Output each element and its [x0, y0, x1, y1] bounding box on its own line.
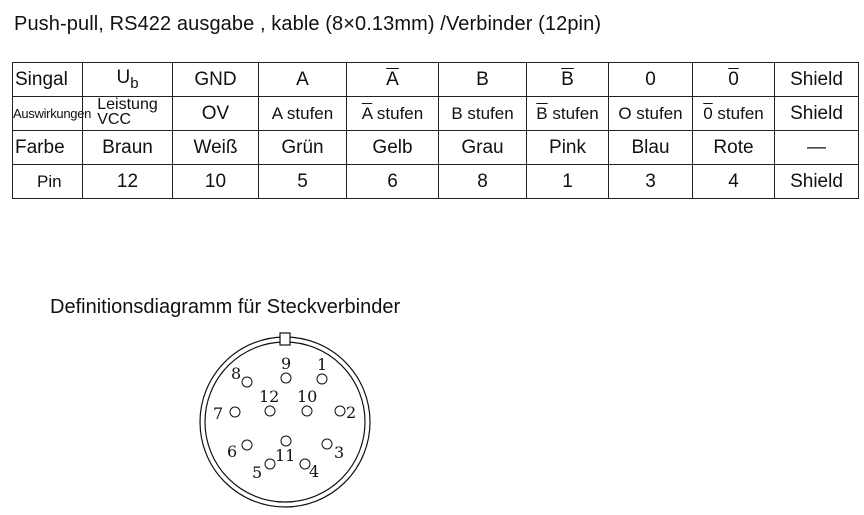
- signal-cell-zero-inverted: 0: [693, 63, 775, 97]
- page-title: Push-pull, RS422 ausgabe , kable (8×0.13mm) /Verbinder (12pin): [14, 13, 602, 35]
- pin-row: [13, 165, 859, 199]
- pin-label-12: 12: [259, 387, 280, 406]
- signal-cell-zero: 0: [609, 63, 693, 97]
- row-header-pin: Pin: [13, 165, 83, 199]
- pin-cell-1: 12: [83, 165, 173, 199]
- row-header-function: Auswirkungen: [13, 97, 83, 131]
- pin-hole-2: [335, 406, 345, 416]
- pin-cell-7: 3: [609, 165, 693, 199]
- pin-cell-2: 10: [173, 165, 259, 199]
- pin-label-10: 10: [297, 387, 318, 406]
- row-header-signal: Singal: [13, 63, 83, 97]
- color-cell-6: Pink: [527, 131, 609, 165]
- pin-label-6: 6: [227, 442, 238, 461]
- color-cell-4: Gelb: [347, 131, 439, 165]
- pin-label-2: 2: [346, 403, 357, 422]
- function-cell-a-inverted: $\overline{A}$ stufen: [347, 97, 439, 131]
- function-cell-shield: Shield: [775, 97, 859, 131]
- color-cell-8: Rote: [693, 131, 775, 165]
- function-cell-b: B stufen: [439, 97, 527, 131]
- pin-hole-5: [265, 459, 275, 469]
- pin-hole-3: [322, 439, 332, 449]
- pin-hole-12: [265, 406, 275, 416]
- pin-label-7: 7: [213, 404, 224, 423]
- function-row: [13, 97, 859, 131]
- pin-hole-10: [302, 406, 312, 416]
- pin-cell-9: Shield: [775, 165, 859, 199]
- function-cell-ov: OV: [173, 97, 259, 131]
- pin-label-8: 8: [231, 364, 242, 383]
- diagram-title: Definitionsdiagramm für Steckverbinder: [50, 296, 401, 318]
- pin-hole-8: [242, 377, 252, 387]
- signal-row: [13, 63, 859, 97]
- pin-label-11: 11: [275, 446, 296, 465]
- row-header-color: Farbe: [13, 131, 83, 165]
- pin-label-3: 3: [334, 443, 345, 462]
- color-row: [13, 131, 859, 165]
- function-cell-a: A stufen: [259, 97, 347, 131]
- pin-hole-1: [317, 374, 327, 384]
- signal-cell-b: B: [439, 63, 527, 97]
- pin-cell-5: 8: [439, 165, 527, 199]
- signal-cell-shield: Shield: [775, 63, 859, 97]
- pin-cell-8: 4: [693, 165, 775, 199]
- pin-label-1: 1: [317, 355, 328, 374]
- pin-cell-6: 1: [527, 165, 609, 199]
- color-cell-2: Weiß: [173, 131, 259, 165]
- signal-cell-a: A: [259, 63, 347, 97]
- function-cell-b-inverted: $\overline{B}$ stufen: [527, 97, 609, 131]
- signal-cell-ub: $U_b$: [83, 63, 173, 97]
- function-cell-zero: O stufen: [609, 97, 693, 131]
- pin-hole-9: [281, 373, 291, 383]
- pin-hole-6: [242, 440, 252, 450]
- pin-cell-4: 6: [347, 165, 439, 199]
- color-cell-9: —: [775, 131, 859, 165]
- color-cell-1: Braun: [83, 131, 173, 165]
- pin-hole-7: [230, 407, 240, 417]
- pin-cell-3: 5: [259, 165, 347, 199]
- signal-cell-a-inverted: $\overline{A}$: [347, 63, 439, 97]
- function-cell-power: Leistung VCC: [83, 97, 173, 131]
- signal-cell-b-inverted: $\overline{B}$: [527, 63, 609, 97]
- connector-key-notch: [280, 333, 290, 345]
- color-cell-5: Grau: [439, 131, 527, 165]
- function-cell-zero-inverted: 0 stufen: [693, 97, 775, 131]
- pin-assignment-table: [12, 62, 859, 199]
- pin-hole-11: [281, 436, 291, 446]
- color-cell-3: Grün: [259, 131, 347, 165]
- connector-diagram: [195, 330, 375, 510]
- signal-cell-gnd: GND: [173, 63, 259, 97]
- pin-label-5: 5: [252, 463, 263, 482]
- pin-label-4: 4: [309, 462, 320, 481]
- pin-label-9: 9: [281, 354, 292, 373]
- color-cell-7: Blau: [609, 131, 693, 165]
